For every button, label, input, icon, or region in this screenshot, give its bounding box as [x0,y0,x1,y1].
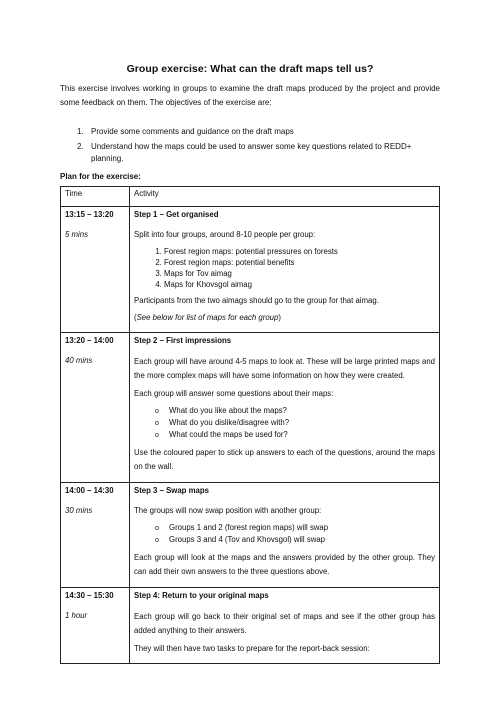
time-range: 14:30 – 15:30 [65,591,114,600]
step-title: Step 2 – First impressions [134,336,232,345]
activity-cell [130,207,440,333]
table-row [61,588,440,664]
header-activity: Activity [130,187,440,207]
activity-cell [130,483,440,588]
time-cell [61,483,130,588]
activity-note: (See below for list of maps for each group) [134,313,281,322]
activity-text: Each group will have around 4-5 maps to look at. These will be large printed maps and the more complex maps will have some information on how they were created. [134,357,435,380]
plan-heading: Plan for the exercise: [60,172,141,181]
duration: 1 hour [65,611,88,620]
duration: 30 mins [65,506,93,515]
duration: 5 mins [65,230,88,239]
header-time: Time [61,187,130,207]
schedule-table [60,186,440,664]
list-item: o Groups 1 and 2 (forest region maps) will swap [155,522,435,534]
objective-text: Provide some comments and guidance on the draft maps [91,127,294,136]
list-item: 1. Forest region maps: potential pressures on forests [164,246,435,257]
activity-text: Each group will look at the maps and the answers provided by the other group. They can add their own answers to the three questions above. [134,553,435,576]
list-item: 4. Maps for Khovsgol aimag [164,279,435,290]
list-item: o What do you like about the maps? [155,405,435,417]
activity-text: They will then have two tasks to prepare for the report-back session: [134,644,370,653]
table-row [61,483,440,588]
activity-text: Each group will go back to their original set of maps and see if the other group has added anything to their answers. [134,612,435,635]
step-title: Step 3 – Swap maps [134,486,209,495]
time-cell [61,333,130,483]
activity-text: Each group will answer some questions about their maps: [134,389,334,398]
time-range: 14:00 – 14:30 [65,486,114,495]
time-cell [61,588,130,664]
table-row [61,207,440,333]
duration: 40 mins [65,356,93,365]
objective-text: Understand how the maps could be used to answer some key questions related to REDD+ planning. [91,142,412,163]
time-range: 13:15 – 13:20 [65,210,114,219]
objective-number: 2. [77,142,84,151]
activity-cell [130,588,440,664]
swap-list [134,522,435,546]
activity-cell [130,333,440,483]
step-title: Step 4: Return to your original maps [134,591,269,600]
list-item: 2. Forest region maps: potential benefits [164,257,435,268]
table-header-row [61,187,440,207]
time-range: 13:20 – 14:00 [65,336,114,345]
question-list [134,405,435,441]
activity-text: Use the coloured paper to stick up answers to each of the questions, around the maps on the wall. [134,448,435,471]
list-item: o Groups 3 and 4 (Tov and Khovsgol) will swap [155,534,435,546]
intro-paragraph: This exercise involves working in groups to examine the draft maps produced by the project and provide some feedback on them. The objectives of the exercise are: [60,84,440,107]
time-cell [61,207,130,333]
group-list [134,246,435,290]
page-title: Group exercise: What can the draft maps tell us? [126,63,374,75]
list-item: o What could the maps be used for? [155,429,435,441]
activity-text: The groups will now swap position with another group: [134,506,322,515]
activity-text: Split into four groups, around 8-10 people per group: [134,230,316,239]
objective-number: 1. [77,127,84,136]
activity-text: Participants from the two aimags should go to the group for that aimag. [134,296,379,305]
list-item: o What do you dislike/disagree with? [155,417,435,429]
list-item: 3. Maps for Tov aimag [164,268,435,279]
step-title: Step 1 – Get organised [134,210,219,219]
table-row [61,333,440,483]
